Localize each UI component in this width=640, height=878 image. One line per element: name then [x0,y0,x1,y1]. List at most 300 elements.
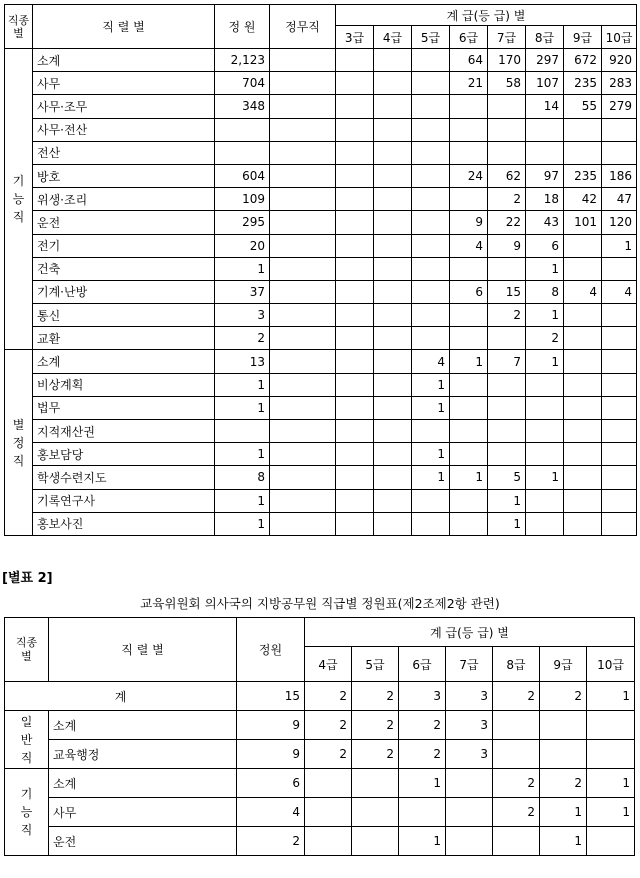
grade-cell [587,827,635,856]
category-char: 기 [12,174,25,189]
grade-cell: 1 [587,682,635,711]
table-row [5,211,637,234]
quota-cell: 109 [215,188,270,211]
grade-cell [450,420,488,443]
grade-cell: 235 [564,72,602,95]
grade-cell [374,373,412,396]
grade-cell: 235 [564,164,602,187]
quota-cell: 13 [215,350,270,373]
grade-cell [374,188,412,211]
grade-cell: 283 [602,72,637,95]
grade-cell [336,420,374,443]
political-cell [270,280,336,303]
grade-cell [450,188,488,211]
grade-cell [587,740,635,769]
grade-cell [412,188,450,211]
grade-cell [336,234,374,257]
grade-cell [493,711,540,740]
grade-cell: 58 [488,72,526,95]
grade-cell: 1 [412,443,450,466]
position-cell: 소계 [33,350,215,373]
grade-cell: 2 [526,327,564,350]
grade-cell: 22 [488,211,526,234]
table-row [5,769,635,798]
grade-cell [450,373,488,396]
grade-cell [450,141,488,164]
grade-cell: 4 [602,280,637,303]
header-grade: 7급 [488,26,526,49]
grade-cell [412,304,450,327]
grade-cell [488,443,526,466]
header-grade: 4급 [374,26,412,49]
quota-cell: 348 [215,95,270,118]
grade-cell [602,373,637,396]
category-char: 반 [20,732,33,747]
quota-cell: 2,123 [215,49,270,72]
table-row [5,827,635,856]
header-quota: 정 원 [215,5,270,49]
header-grade: 10급 [602,26,637,49]
grade-cell [305,798,352,827]
category-cell [5,350,33,536]
grade-cell [374,396,412,419]
header-grade: 9급 [540,647,587,682]
grade-cell [336,164,374,187]
header-row [5,5,637,26]
grade-cell: 43 [526,211,564,234]
position-cell: 교육행정 [49,740,237,769]
grade-cell [526,512,564,535]
position-cell: 사무 [33,72,215,95]
position-cell: 소계 [33,49,215,72]
grade-cell: 4 [450,234,488,257]
grade-cell [336,188,374,211]
category-char: 별 [12,417,25,432]
grade-cell: 2 [493,798,540,827]
table-row [5,141,637,164]
grade-cell [412,489,450,512]
grade-cell [488,420,526,443]
grade-cell [336,304,374,327]
annex-label: [별표 2] [2,571,53,586]
grade-cell [488,118,526,141]
grade-cell [336,280,374,303]
grade-cell [412,211,450,234]
grade-cell [336,95,374,118]
grade-cell [374,327,412,350]
grade-cell [336,118,374,141]
grade-cell [374,512,412,535]
table-row [5,72,637,95]
grade-cell [564,257,602,280]
grade-cell: 2 [305,711,352,740]
position-cell: 전기 [33,234,215,257]
grade-cell: 62 [488,164,526,187]
grade-cell [450,257,488,280]
grade-cell: 4 [564,280,602,303]
grade-cell [602,350,637,373]
political-cell [270,466,336,489]
quota-cell: 1 [215,512,270,535]
grade-cell [336,373,374,396]
grade-cell [446,798,493,827]
header-quota: 정원 [237,618,305,682]
grade-cell: 3 [446,740,493,769]
grade-cell: 2 [352,682,399,711]
grade-cell [336,141,374,164]
grade-cell [488,141,526,164]
grade-cell: 1 [412,373,450,396]
grade-cell [336,512,374,535]
grade-cell [564,350,602,373]
grade-cell [564,443,602,466]
position-cell: 사무 [49,798,237,827]
grade-cell: 672 [564,49,602,72]
grade-cell [412,95,450,118]
grade-cell [602,443,637,466]
grade-cell [374,164,412,187]
grade-cell: 64 [450,49,488,72]
category-char: 기 [20,787,33,801]
quota-cell: 2 [237,827,305,856]
grade-cell: 1 [526,304,564,327]
position-cell: 통신 [33,304,215,327]
grade-cell [374,118,412,141]
header-category: 직종별 [5,5,33,49]
quota-cell: 3 [215,304,270,327]
table-row [5,49,637,72]
position-cell: 홍보사진 [33,512,215,535]
grade-cell: 2 [488,188,526,211]
header-position: 직 렬 별 [49,618,237,682]
grade-cell: 1 [587,798,635,827]
grade-cell: 107 [526,72,564,95]
grade-cell [374,49,412,72]
grade-cell [526,373,564,396]
quota-cell: 2 [215,327,270,350]
quota-cell: 9 [237,711,305,740]
position-cell: 소계 [49,711,237,740]
grade-cell [374,443,412,466]
grade-cell: 1 [450,350,488,373]
table-row [5,350,637,373]
political-cell [270,443,336,466]
grade-cell: 1 [587,769,635,798]
grade-cell: 186 [602,164,637,187]
grade-cell [399,798,446,827]
grade-cell [374,350,412,373]
grade-cell [412,280,450,303]
grade-cell [526,489,564,512]
quota-cell: 9 [237,740,305,769]
category-cell [5,49,33,350]
grade-cell [374,211,412,234]
header-grade: 5급 [352,647,399,682]
table-row [5,489,637,512]
grade-cell: 1 [412,466,450,489]
staffing-table-2 [4,617,635,856]
header-grades-title: 계 급(등 급) 별 [305,618,635,647]
table-row [5,95,637,118]
header-grade: 6급 [450,26,488,49]
political-cell [270,257,336,280]
political-cell [270,420,336,443]
grade-cell: 1 [526,257,564,280]
grade-cell [526,420,564,443]
position-cell: 기계·난방 [33,280,215,303]
grade-cell [602,141,637,164]
grade-cell [526,141,564,164]
political-cell [270,164,336,187]
political-cell [270,489,336,512]
grade-cell [564,327,602,350]
grade-cell [540,740,587,769]
grade-cell: 170 [488,49,526,72]
grade-cell [564,373,602,396]
table-title: 교육위원회 의사국의 지방공무원 직급별 정원표(제2조제2항 관련) [140,596,500,611]
grade-cell [374,234,412,257]
grade-cell [446,827,493,856]
quota-cell [215,420,270,443]
quota-cell: 295 [215,211,270,234]
table-row [5,373,637,396]
political-cell [270,72,336,95]
grade-cell [374,304,412,327]
quota-cell: 1 [215,489,270,512]
quota-cell: 604 [215,164,270,187]
table-row [5,257,637,280]
table-row [5,740,635,769]
political-cell [270,118,336,141]
category-char: 능 [20,805,33,819]
grade-cell [602,396,637,419]
grade-cell [602,466,637,489]
grade-cell [602,420,637,443]
table-row [5,396,637,419]
grade-cell: 920 [602,49,637,72]
grade-cell [336,327,374,350]
political-cell [270,512,336,535]
grade-cell: 1 [399,827,446,856]
header-grade: 10급 [587,647,635,682]
grade-cell [564,466,602,489]
political-cell [270,141,336,164]
position-cell: 위생·조리 [33,188,215,211]
header-grade: 6급 [399,647,446,682]
grade-cell [446,769,493,798]
quota-cell: 1 [215,257,270,280]
position-cell: 전산 [33,141,215,164]
grade-cell: 1 [602,234,637,257]
grade-cell [412,327,450,350]
table-row [5,443,637,466]
grade-cell [526,396,564,419]
grade-cell [412,234,450,257]
grade-cell [412,118,450,141]
position-cell: 방호 [33,164,215,187]
grade-cell [493,827,540,856]
header-category: 직종별 [5,618,49,682]
quota-cell: 15 [237,682,305,711]
grade-cell [336,489,374,512]
political-cell [270,188,336,211]
header-grade: 3급 [336,26,374,49]
table-row [5,118,637,141]
grade-cell [488,373,526,396]
grade-cell [305,827,352,856]
grade-cell: 42 [564,188,602,211]
header-grade: 8급 [526,26,564,49]
grade-cell: 2 [540,769,587,798]
grade-cell [526,118,564,141]
grade-cell: 2 [399,711,446,740]
grade-cell [564,512,602,535]
grade-cell [450,443,488,466]
grade-cell: 8 [526,280,564,303]
grade-cell: 3 [399,682,446,711]
grade-cell [374,95,412,118]
grade-cell [564,304,602,327]
position-cell: 사무·조무 [33,95,215,118]
grade-cell: 55 [564,95,602,118]
category-char: 직 [20,750,33,765]
grade-cell: 2 [399,740,446,769]
grade-cell [336,466,374,489]
table-row [5,164,637,187]
position-cell: 건축 [33,257,215,280]
grade-cell [488,396,526,419]
grade-cell: 120 [602,211,637,234]
grade-cell: 15 [488,280,526,303]
quota-cell: 1 [215,373,270,396]
grade-cell [412,49,450,72]
quota-cell: 20 [215,234,270,257]
position-cell: 학생수련지도 [33,466,215,489]
grade-cell: 1 [488,489,526,512]
staffing-table-1 [4,4,637,536]
header-grade: 7급 [446,647,493,682]
position-cell: 비상계획 [33,373,215,396]
political-cell [270,350,336,373]
grade-cell: 3 [446,682,493,711]
grade-cell [412,141,450,164]
quota-cell [215,141,270,164]
grade-cell [450,327,488,350]
position-cell: 교환 [33,327,215,350]
grade-cell [374,141,412,164]
grade-cell [488,95,526,118]
grade-cell [450,489,488,512]
political-cell [270,373,336,396]
grade-cell: 1 [540,827,587,856]
grade-cell: 2 [540,682,587,711]
grade-cell [493,740,540,769]
position-cell: 법무 [33,396,215,419]
grade-cell: 1 [526,350,564,373]
grade-cell [336,350,374,373]
grade-cell [374,489,412,512]
position-cell: 홍보담당 [33,443,215,466]
table-row [5,798,635,827]
grade-cell: 1 [399,769,446,798]
grade-cell: 279 [602,95,637,118]
table-row [5,188,637,211]
grade-cell [602,304,637,327]
grade-cell: 1 [540,798,587,827]
grade-cell [450,512,488,535]
quota-cell: 4 [237,798,305,827]
grade-cell: 6 [450,280,488,303]
grade-cell [412,512,450,535]
quota-cell: 1 [215,396,270,419]
category-cell [5,711,49,769]
table-row [5,280,637,303]
position-cell: 운전 [33,211,215,234]
grade-cell [374,466,412,489]
grade-cell: 9 [450,211,488,234]
category-char: 직 [12,210,25,225]
position-cell: 지적재산권 [33,420,215,443]
grade-cell: 2 [493,769,540,798]
quota-cell: 6 [237,769,305,798]
grade-cell: 21 [450,72,488,95]
grade-cell [602,257,637,280]
grade-cell [352,769,399,798]
grade-cell [540,711,587,740]
position-cell: 소계 [49,769,237,798]
grade-cell [336,257,374,280]
category-cell [5,769,49,856]
header-position: 직 렬 별 [33,5,215,49]
category-char: 능 [12,192,25,207]
grade-cell [336,211,374,234]
header-grade: 4급 [305,647,352,682]
grade-cell [374,420,412,443]
grade-cell [564,489,602,512]
grade-cell [336,72,374,95]
quota-cell: 37 [215,280,270,303]
table-row [5,466,637,489]
grade-cell [526,443,564,466]
header-grade: 8급 [493,647,540,682]
quota-cell: 1 [215,443,270,466]
grade-cell [602,489,637,512]
grade-cell: 1 [526,466,564,489]
grade-cell [352,798,399,827]
table-row [5,420,637,443]
grade-cell [602,118,637,141]
header-political: 정무직 [270,5,336,49]
grade-cell [564,420,602,443]
grade-cell: 2 [493,682,540,711]
grade-cell [564,396,602,419]
grade-cell: 2 [305,682,352,711]
grade-cell [336,443,374,466]
grade-cell: 1 [488,512,526,535]
grade-cell: 297 [526,49,564,72]
grade-cell: 1 [412,396,450,419]
position-cell: 사무·전산 [33,118,215,141]
grade-cell [336,396,374,419]
category-char: 정 [12,435,25,450]
political-cell [270,211,336,234]
header-grade: 9급 [564,26,602,49]
grade-cell [412,164,450,187]
grade-cell: 2 [352,740,399,769]
grade-cell [412,72,450,95]
grade-cell [564,118,602,141]
grade-cell [412,257,450,280]
